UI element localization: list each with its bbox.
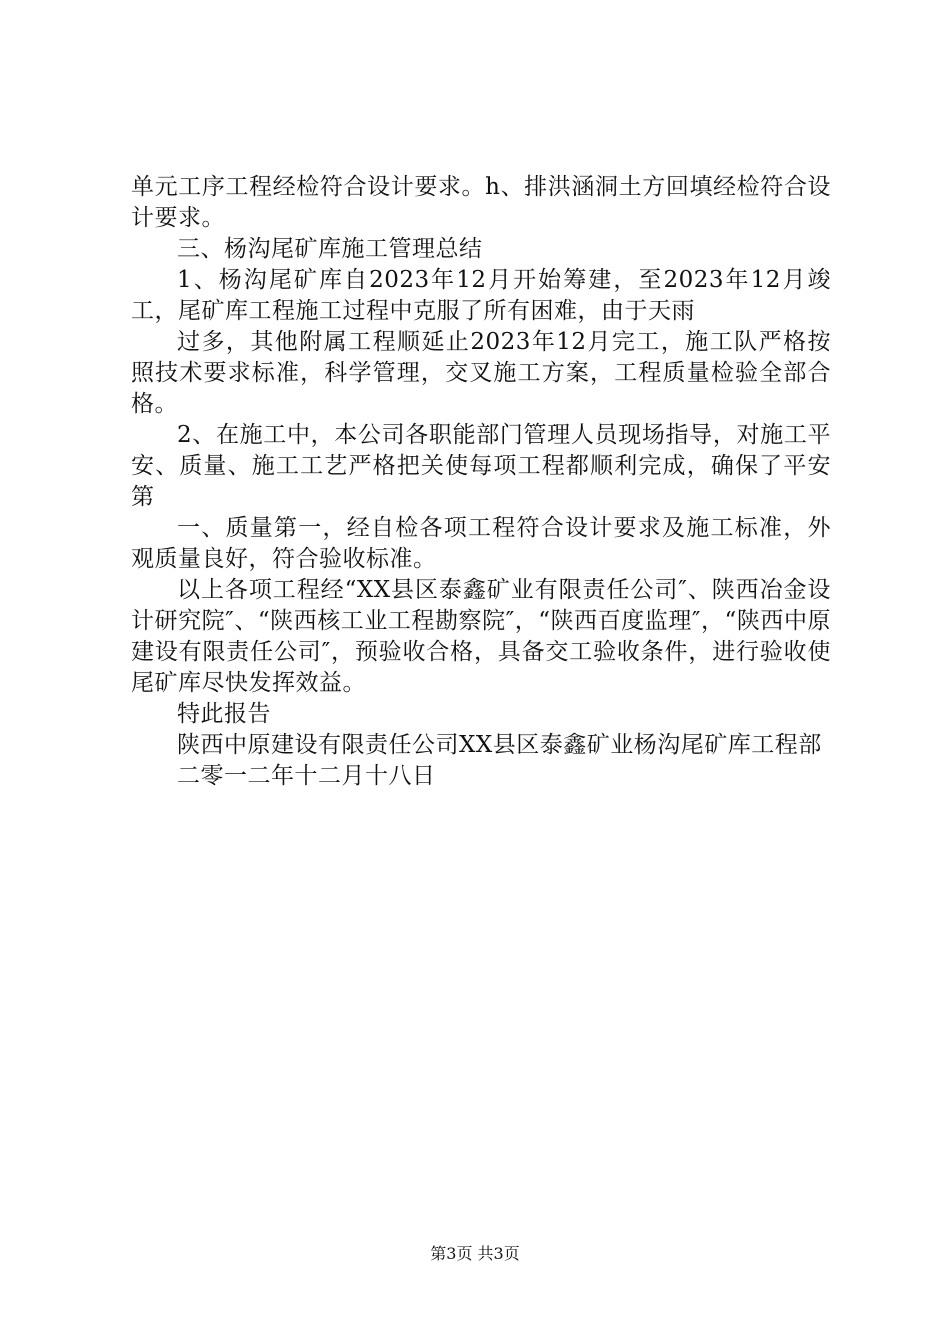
paragraph-item-2-continued: 一、质量第一，经自检各项工程符合设计要求及施工标准，外观质量良好，符合验收标准。 bbox=[131, 515, 831, 572]
paragraph-item-2: 2、在施工中，本公司各职能部门管理人员现场指导，对施工平安、质量、施工工艺严格把关使每项工程都顺利完成，确保了平安第 bbox=[131, 422, 831, 510]
document-body bbox=[131, 172, 831, 792]
paragraph-item-1: 1、杨沟尾矿库自2023年12月开始筹建，至2023年12月竣工，尾矿库工程施工过程中克服了所有困难，由于天雨 bbox=[131, 267, 831, 324]
paragraph-continuation: 单元工序工程经检符合设计要求。h、排洪涵洞土方回填经检符合设计要求。 bbox=[131, 174, 831, 231]
closing-phrase: 特此报告 bbox=[177, 701, 271, 727]
page-number-footer: 第3页 共3页 bbox=[430, 1244, 520, 1263]
paragraph-acceptance: 以上各项工程经“XX县区泰鑫矿业有限责任公司″、陕西冶金设计研究院″、“陕西核工业工程勘察院″，“陕西百度监理″，“陕西中原建设有限责任公司″，预验收合格，具备交工验收条件，进行验收使尾矿库尽快发挥效益。 bbox=[131, 577, 831, 696]
signature-organization: 陕西中原建设有限责任公司XX县区泰鑫矿业杨沟尾矿库工程部 bbox=[177, 732, 822, 758]
paragraph-item-1-continued: 过多，其他附属工程顺延止2023年12月完工，施工队严格按照技术要求标准，科学管理，交叉施工方案，工程质量检验全部合格。 bbox=[131, 329, 831, 417]
signature-date: 二零一二年十二月十八日 bbox=[177, 763, 436, 789]
section-heading: 三、杨沟尾矿库施工管理总结 bbox=[177, 236, 483, 262]
